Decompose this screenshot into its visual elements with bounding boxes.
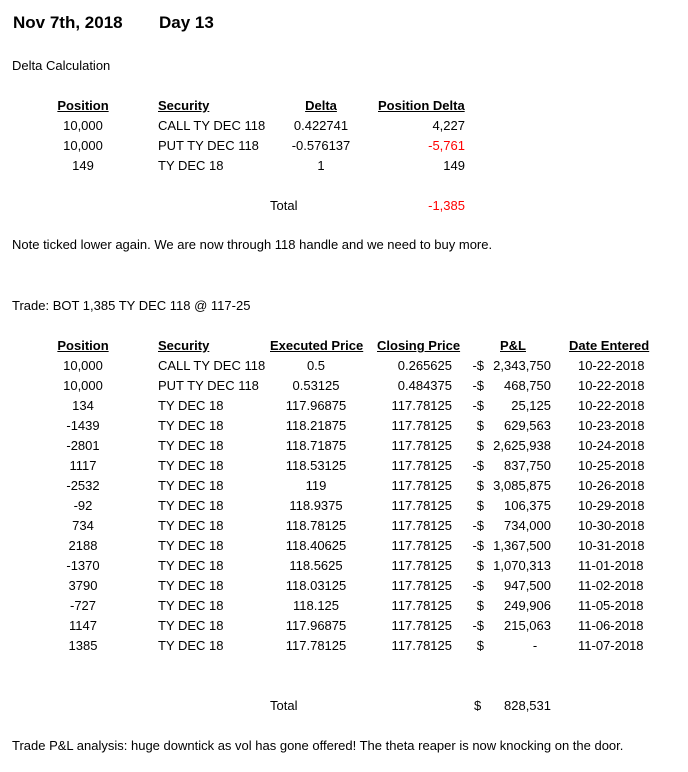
pnl-row-position: 1385 [68,638,98,653]
pnl-row-executed-price: 118.9375 [289,498,343,513]
pnl-row-date-entered: 10-29-2018 [578,498,645,513]
pnl-row-security: TY DEC 18 [158,618,224,633]
pnl-row-position: -2532 [66,478,100,493]
pnl-row-date-entered: 10-31-2018 [578,538,645,553]
delta-row-position-delta: -5,761 [428,138,465,153]
pnl-header-date-entered: Date Entered [569,338,650,353]
pnl-row-position: -2801 [66,438,100,453]
pnl-row-closing-price: 117.78125 [391,438,452,453]
delta-section-title: Delta Calculation [12,58,111,73]
pnl-row-executed-price: 118.03125 [285,578,347,593]
pnl-row-executed-price: 117.96875 [285,618,347,633]
pnl-row-currency: -$ [472,618,484,633]
pnl-row-executed-price: 118.21875 [285,418,347,433]
pnl-row-security: TY DEC 18 [158,598,224,613]
delta-row-position-delta: 149 [443,158,465,173]
delta-row-delta: 0.422741 [293,118,349,133]
pnl-total-currency: $ [474,698,482,713]
pnl-row-executed-price: 0.5 [306,358,326,373]
delta-total-label: Total [270,198,298,213]
delta-row-security: TY DEC 18 [158,158,224,173]
pnl-header-closing-price: Closing Price [377,338,461,353]
pnl-row-closing-price: 117.78125 [391,518,452,533]
pnl-row-security: TY DEC 18 [158,418,224,433]
pnl-row-executed-price: 118.125 [292,598,340,613]
pnl-row-date-entered: 11-07-2018 [578,638,644,653]
pnl-header-position: Position [57,338,109,353]
pnl-row-date-entered: 10-25-2018 [578,458,645,473]
delta-row-delta: 1 [317,158,325,173]
pnl-row-position: -727 [69,598,97,613]
delta-row-position-delta: 4,227 [432,118,465,133]
pnl-row-date-entered: 11-01-2018 [578,558,644,573]
pnl-row-value: 2,625,938 [493,438,551,453]
delta-row-security: PUT TY DEC 118 [158,138,259,153]
pnl-row-executed-price: 118.5625 [289,558,343,573]
pnl-row-position: -1370 [66,558,100,573]
delta-row-position: 149 [72,158,94,173]
pnl-row-closing-price: 117.78125 [391,398,452,413]
delta-header-position: Position [57,98,109,113]
page-day: Day 13 [159,13,214,32]
pnl-row-security: TY DEC 18 [158,478,224,493]
pnl-row-closing-price: 117.78125 [391,538,452,553]
pnl-row-currency: -$ [472,358,484,373]
pnl-total-label: Total [270,698,298,713]
pnl-row-security: TY DEC 18 [158,578,224,593]
pnl-row-position: 2188 [68,538,98,553]
pnl-row-date-entered: 11-02-2018 [578,578,644,593]
pnl-row-executed-price: 118.53125 [285,458,347,473]
pnl-row-position: 10,000 [63,358,103,373]
pnl-row-security: CALL TY DEC 118 [158,358,266,373]
pnl-row-currency: -$ [472,378,484,393]
pnl-row-closing-price: 117.78125 [391,558,452,573]
pnl-row-security: TY DEC 18 [158,638,224,653]
pnl-row-executed-price: 117.96875 [285,398,347,413]
pnl-row-date-entered: 10-22-2018 [578,398,645,413]
pnl-row-security: TY DEC 18 [158,398,224,413]
pnl-row-currency: -$ [472,398,484,413]
pnl-row-value: 25,125 [511,398,551,413]
pnl-total-value: 828,531 [504,698,551,713]
pnl-row-value: - [532,638,538,653]
pnl-row-value: 837,750 [504,458,551,473]
pnl-row-security: TY DEC 18 [158,498,224,513]
delta-row-delta: -0.576137 [291,138,351,153]
trade-line: Trade: BOT 1,385 TY DEC 118 @ 117-25 [12,298,251,313]
pnl-row-value: 215,063 [504,618,551,633]
pnl-row-value: 629,563 [504,418,551,433]
pnl-row-currency: -$ [472,458,484,473]
pnl-row-currency: -$ [472,538,484,553]
pnl-row-position: 3790 [68,578,98,593]
pnl-row-date-entered: 10-23-2018 [578,418,645,433]
pnl-row-value: 734,000 [504,518,551,533]
pnl-row-date-entered: 10-26-2018 [578,478,645,493]
pnl-row-position: 1147 [69,618,97,633]
pnl-row-closing-price: 117.78125 [391,598,452,613]
pnl-row-date-entered: 10-24-2018 [578,438,645,453]
pnl-row-currency: $ [476,498,484,513]
pnl-row-executed-price: 117.78125 [285,638,347,653]
pnl-header-pnl: P&L [500,338,526,353]
pnl-row-security: TY DEC 18 [158,458,224,473]
pnl-row-value: 106,375 [504,498,551,513]
pnl-row-currency: $ [476,438,484,453]
pnl-row-date-entered: 11-05-2018 [578,598,644,613]
pnl-analysis-note: Trade P&L analysis: huge downtick as vol has gone offered! The theta reaper is now knocking on the door. [12,738,624,753]
pnl-row-security: TY DEC 18 [158,538,224,553]
pnl-row-closing-price: 117.78125 [391,458,452,473]
pnl-row-security: PUT TY DEC 118 [158,378,259,393]
pnl-row-closing-price: 117.78125 [391,478,452,493]
pnl-row-position: 134 [72,398,94,413]
pnl-row-currency: -$ [472,578,484,593]
pnl-row-executed-price: 119 [305,478,327,493]
pnl-row-value: 249,906 [504,598,551,613]
pnl-row-position: 10,000 [63,378,103,393]
pnl-row-security: TY DEC 18 [158,558,224,573]
pnl-row-executed-price: 118.71875 [285,438,347,453]
pnl-row-value: 2,343,750 [493,358,551,373]
delta-header-delta: Delta [305,98,337,113]
pnl-row-value: 3,085,875 [493,478,551,493]
pnl-row-position: 1117 [69,458,97,473]
pnl-row-date-entered: 10-22-2018 [578,378,645,393]
pnl-row-closing-price: 117.78125 [391,618,452,633]
pnl-row-currency: $ [476,638,484,653]
pnl-row-value: 1,070,313 [493,558,551,573]
pnl-row-closing-price: 117.78125 [391,418,452,433]
pnl-header-security: Security [158,338,210,353]
pnl-row-position: 734 [72,518,94,533]
pnl-row-position: -1439 [66,418,100,433]
pnl-row-position: -92 [73,498,93,513]
pnl-row-currency: $ [476,598,484,613]
pnl-row-currency: $ [476,418,484,433]
pnl-row-closing-price: 117.78125 [391,498,452,513]
pnl-row-closing-price: 0.265625 [397,358,452,373]
pnl-header-executed-price: Executed Price [270,338,364,353]
pnl-row-closing-price: 0.484375 [397,378,452,393]
delta-header-position-delta: Position Delta [378,98,465,113]
pnl-row-closing-price: 117.78125 [391,638,452,653]
delta-row-security: CALL TY DEC 118 [158,118,266,133]
delta-total-value: -1,385 [428,198,465,213]
pnl-row-currency: $ [476,478,484,493]
pnl-row-value: 468,750 [504,378,551,393]
pnl-row-date-entered: 10-22-2018 [578,358,645,373]
pnl-row-closing-price: 117.78125 [391,578,452,593]
pnl-row-currency: $ [476,558,484,573]
pnl-row-date-entered: 11-06-2018 [578,618,644,633]
pnl-row-value: 1,367,500 [493,538,551,553]
page-date: Nov 7th, 2018 [13,13,123,32]
pnl-row-value: 947,500 [504,578,551,593]
pnl-row-executed-price: 118.78125 [285,518,347,533]
pnl-row-executed-price: 0.53125 [292,378,340,393]
delta-header-security: Security [158,98,210,113]
pnl-row-security: TY DEC 18 [158,438,224,453]
market-note: Note ticked lower again. We are now through 118 handle and we need to buy more. [12,237,493,252]
pnl-row-executed-price: 118.40625 [285,538,347,553]
pnl-row-date-entered: 10-30-2018 [578,518,645,533]
pnl-row-currency: -$ [472,518,484,533]
pnl-row-security: TY DEC 18 [158,518,224,533]
delta-row-position: 10,000 [63,138,103,153]
delta-row-position: 10,000 [63,118,103,133]
